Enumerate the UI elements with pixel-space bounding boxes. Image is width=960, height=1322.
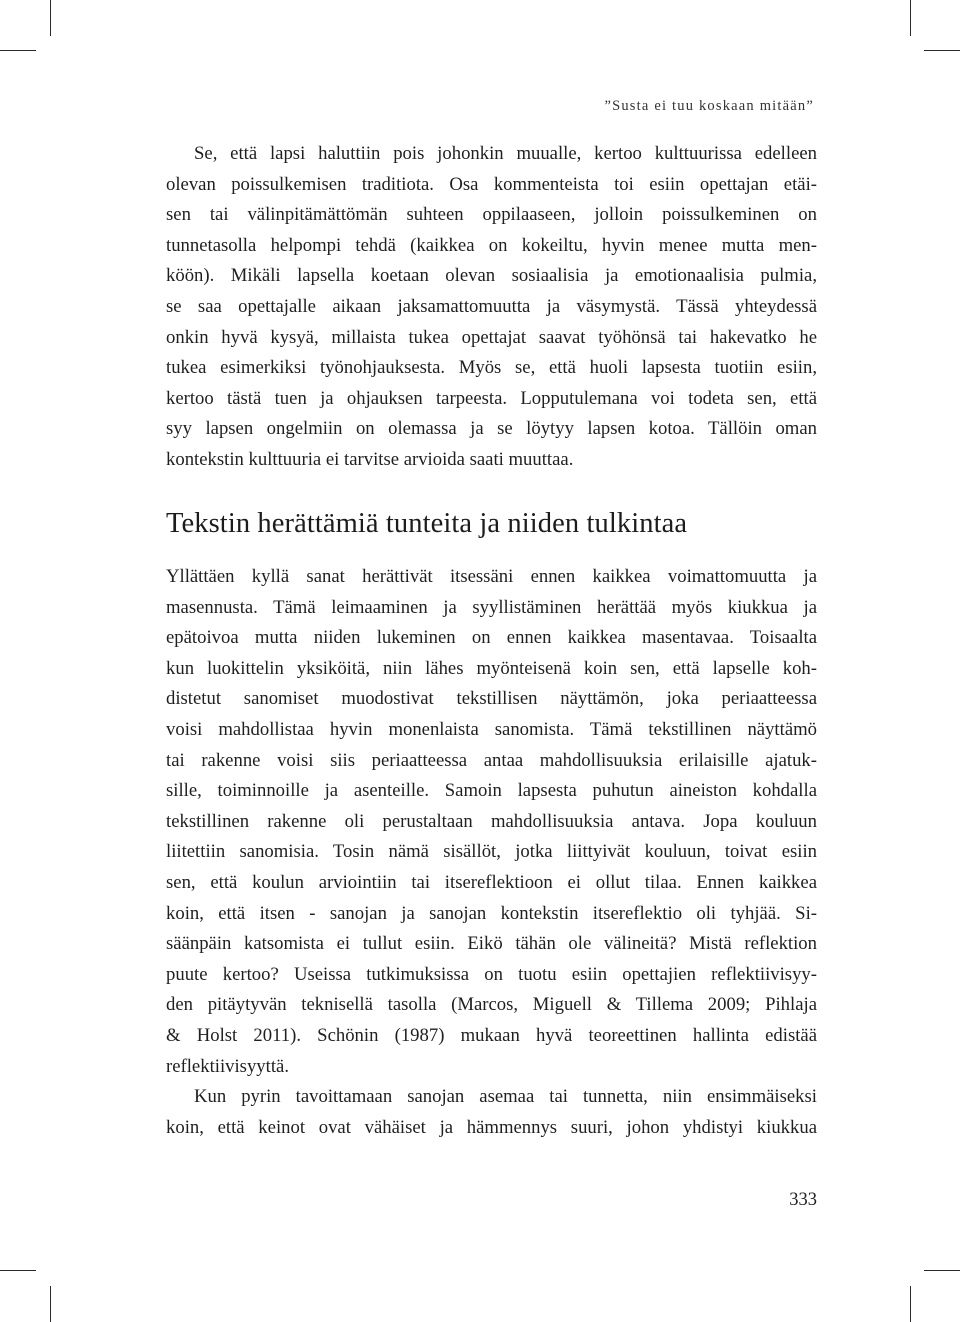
body-paragraph-2 bbox=[166, 562, 817, 1143]
paragraph-line: distetut sanomiset muodostivat tekstillisen näyttämön, joka periaatteessa bbox=[166, 688, 817, 710]
paragraph-line: tukea esimerkiksi työnohjauksesta. Myös se, että huoli lapsesta tuotiin esiin, bbox=[166, 357, 817, 379]
paragraph-line: Se, että lapsi haluttiin pois johonkin muualle, kertoo kulttuurissa edelleen bbox=[194, 143, 817, 164]
paragraph-line: & Holst 2011). Schönin (1987) mukaan hyvä teoreettinen hallinta edistää bbox=[166, 1024, 817, 1046]
crop-mark-right-bottom bbox=[924, 1270, 960, 1271]
crop-mark-bottom-right bbox=[910, 1286, 911, 1322]
paragraph-line: sen tai välinpitämättömän suhteen oppilaaseen, jolloin poissulkeminen on bbox=[166, 204, 817, 226]
page-number: 333 bbox=[789, 1190, 817, 1210]
crop-mark-left-top bbox=[0, 50, 36, 51]
paragraph-line: säänpäin katsomista ei tullut esiin. Eikö tähän ole välineitä? Mistä reflektion bbox=[166, 933, 817, 955]
paragraph-line: sen, että koulun arviointiin tai itsereflektioon ei ollut tilaa. Ennen kaikkea bbox=[166, 871, 817, 893]
section-heading: Tekstin herättämiä tunteita ja niiden tulkintaa bbox=[166, 508, 688, 539]
crop-mark-bottom-left bbox=[50, 1286, 51, 1322]
body-paragraph-1 bbox=[166, 139, 817, 476]
paragraph-line: koin, että itsen - sanojan ja sanojan kontekstin itsereflektio oli tyhjää. Si- bbox=[166, 902, 817, 924]
crop-mark-right-top bbox=[924, 50, 960, 51]
crop-mark-left-bottom bbox=[0, 1270, 36, 1271]
paragraph-line: syy lapsen ongelmiin on olemassa ja se löytyy lapsen kotoa. Tällöin oman bbox=[166, 418, 817, 440]
paragraph-line: tai rakenne voisi siis periaatteessa antaa mahdollisuuksia erilaisille ajatuk- bbox=[166, 749, 817, 771]
paragraph-line: tunnetasolla helpompi tehdä (kaikkea on kokeiltu, hyvin menee mutta men- bbox=[166, 234, 817, 256]
running-head: ”Susta ei tuu koskaan mitään” bbox=[604, 98, 814, 114]
crop-mark-top-left bbox=[50, 0, 51, 36]
paragraph-line: kontekstin kulttuuria ei tarvitse arvioida saati muuttaa. bbox=[166, 448, 574, 470]
paragraph-line: tekstillinen rakenne oli perustaltaan mahdollisuuksia antava. Jopa kouluun bbox=[166, 810, 817, 832]
paragraph-line: koin, että keinot ovat vähäiset ja hämmennys suuri, johon yhdistyi kiukkua bbox=[166, 1116, 817, 1138]
paragraph-line: den pitäytyvän teknisellä tasolla (Marcos, Miguell & Tillema 2009; Pihlaja bbox=[166, 994, 817, 1016]
paragraph-line: masennusta. Tämä leimaaminen ja syyllistäminen herättää myös kiukkua ja bbox=[166, 596, 817, 618]
paragraph-line: kertoo tästä tuen ja ohjauksen tarpeesta. Lopputulemana voi todeta sen, että bbox=[166, 387, 817, 409]
paragraph-line: Yllättäen kyllä sanat herättivät itsessäni ennen kaikkea voimattomuutta ja bbox=[166, 566, 817, 587]
paragraph-line: onkin hyvä kysyä, millaista tukea opettajat saavat työhönsä tai hakevatko he bbox=[166, 326, 817, 348]
crop-mark-top-right bbox=[910, 0, 911, 36]
paragraph-line: reflektiivisyyttä. bbox=[166, 1055, 289, 1077]
paragraph-line: Kun pyrin tavoittamaan sanojan asemaa tai tunnetta, niin ensimmäiseksi bbox=[194, 1086, 817, 1108]
paragraph-line: epätoivoa mutta niiden lukeminen on ennen kaikkea masentavaa. Toisaalta bbox=[166, 627, 817, 649]
paragraph-line: sille, toiminnoille ja asenteille. Samoin lapsesta puhutun aineiston kohdalla bbox=[166, 780, 817, 802]
paragraph-line: kun luokittelin yksiköitä, niin lähes myönteisenä koin sen, että lapselle koh- bbox=[166, 657, 817, 679]
paragraph-line: voisi mahdollistaa hyvin monenlaista sanomista. Tämä tekstillinen näyttämö bbox=[166, 718, 817, 740]
paragraph-line: olevan poissulkemisen traditiota. Osa kommenteista toi esiin opettajan etäi- bbox=[166, 173, 817, 195]
paragraph-line: köön). Mikäli lapsella koetaan olevan sosiaalisia ja emotionaalisia pulmia, bbox=[166, 265, 817, 287]
paragraph-line: liitettiin sanomisia. Tosin nämä sisällöt, jotka liittyivät kouluun, toivat esiin bbox=[166, 841, 817, 863]
paragraph-line: se saa opettajalle aikaan jaksamattomuutta ja väsymystä. Tässä yhteydessä bbox=[166, 295, 817, 317]
paragraph-line: puute kertoo? Useissa tutkimuksissa on tuotu esiin opettajien reflektiivisyy- bbox=[166, 963, 817, 985]
